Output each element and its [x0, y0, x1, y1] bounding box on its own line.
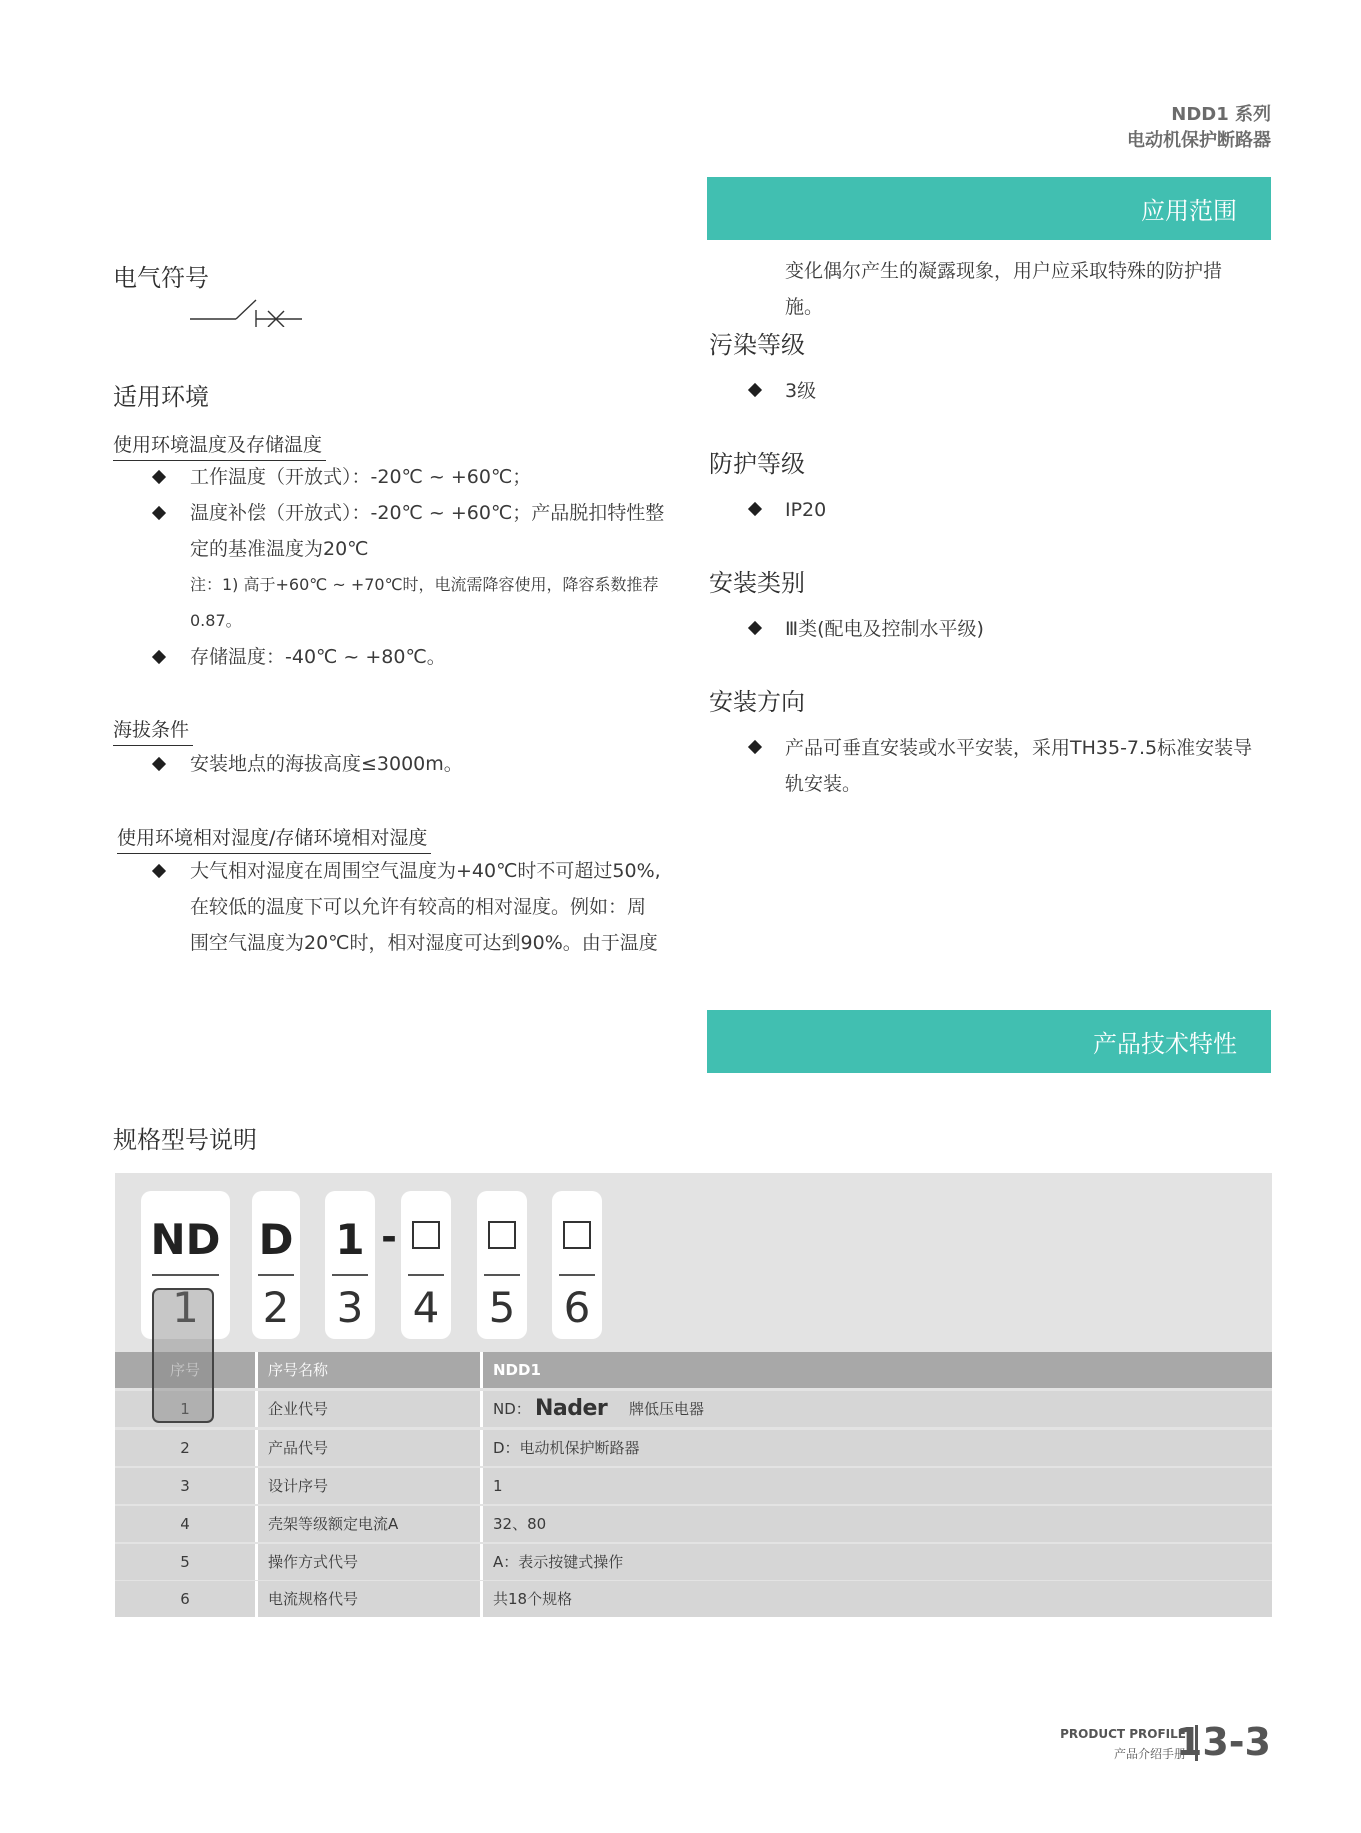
- temp-note-line-1: 注：1) 高于+60℃ ~ +70℃时，电流需降容使用，降容系数推荐: [190, 575, 659, 594]
- bullet-diamond-icon: [748, 502, 762, 516]
- pollution-title: 污染等级: [709, 331, 805, 359]
- column-separator: [255, 1506, 258, 1542]
- column-separator: [255, 1544, 258, 1580]
- header-product-name: 电动机保护断路器: [1127, 130, 1271, 151]
- column-separator: [255, 1581, 258, 1617]
- spec-divider: [408, 1274, 444, 1276]
- spec-num-4: 4: [412, 1283, 440, 1332]
- protection-bullet: IP20: [785, 499, 827, 521]
- table-row: [115, 1430, 1272, 1466]
- humidity-subtitle: 使用环境相对湿度/存储环境相对湿度: [117, 823, 431, 854]
- spec-divider: [152, 1274, 219, 1276]
- table-row: [115, 1544, 1272, 1580]
- row-no: 4: [180, 1515, 190, 1533]
- spec-num-1: 1: [172, 1283, 199, 1332]
- install-direction-line-2: 轨安装。: [785, 773, 862, 795]
- table-row: [115, 1506, 1272, 1542]
- column-separator: [480, 1430, 483, 1466]
- spec-num-3: 3: [336, 1283, 364, 1332]
- temp-bullet-2-line-2: 定的基准温度为20℃: [190, 538, 369, 560]
- row-value: A：表示按键式操作: [493, 1553, 624, 1571]
- pollution-bullet: 3级: [785, 380, 817, 402]
- environment-title: 适用环境: [113, 383, 209, 411]
- electric-symbol-icon: [190, 297, 305, 327]
- temp-note-line-2: 0.87。: [190, 611, 242, 630]
- bullet-diamond-icon: [748, 740, 762, 754]
- application-banner-label: 应用范围: [1141, 197, 1237, 225]
- header-ndd1: NDD1: [493, 1361, 541, 1379]
- install-category-bullet: Ⅲ类(配电及控制水平级): [785, 618, 984, 640]
- temp-bullet-1: 工作温度（开放式）：-20℃ ~ +60℃；: [190, 466, 532, 488]
- row-name: 电流规格代号: [268, 1590, 359, 1608]
- bullet-diamond-icon: [152, 864, 166, 878]
- humidity-line-2: 在较低的温度下可以允许有较高的相对湿度。例如：周: [190, 896, 647, 918]
- install-direction-title: 安装方向: [709, 688, 805, 716]
- column-separator: [480, 1352, 483, 1388]
- row-value: 1: [493, 1477, 503, 1495]
- spec-divider: [484, 1274, 520, 1276]
- row-name: 操作方式代号: [268, 1553, 359, 1571]
- spec-char-nd: ND: [150, 1215, 221, 1264]
- header-name: 序号名称: [268, 1361, 329, 1379]
- footer-product-manual: 产品介绍手册: [1113, 1747, 1186, 1761]
- column-separator: [480, 1506, 483, 1542]
- bullet-diamond-icon: [152, 506, 166, 520]
- row-value: 32、80: [493, 1515, 547, 1533]
- column-separator: [255, 1352, 258, 1388]
- header-series: NDD1 系列: [1171, 104, 1271, 125]
- tech-banner-label: 产品技术特性: [1093, 1030, 1237, 1058]
- column-separator: [255, 1430, 258, 1466]
- bullet-diamond-icon: [152, 470, 166, 484]
- row-value-suffix: 牌低压电器: [629, 1400, 705, 1418]
- row-value-prefix: ND：: [493, 1400, 531, 1418]
- row-name: 企业代号: [268, 1400, 329, 1418]
- row-name: 设计序号: [268, 1477, 329, 1495]
- row-no: 2: [180, 1439, 190, 1457]
- spec-char-d: D: [258, 1215, 294, 1264]
- nader-brand-logo: Nader: [535, 1396, 608, 1421]
- spec-divider: [332, 1274, 368, 1276]
- row-name: 壳架等级额定电流A: [268, 1515, 399, 1533]
- bullet-diamond-icon: [748, 383, 762, 397]
- humidity-line-1: 大气相对湿度在周围空气温度为+40℃时不可超过50%,: [190, 860, 661, 882]
- spec-dash: -: [381, 1215, 397, 1259]
- table-row: [115, 1468, 1272, 1504]
- temp-bullet-2-line-1: 温度补偿（开放式）：-20℃ ~ +60℃；产品脱扣特性整: [190, 502, 665, 524]
- row-no: 6: [180, 1590, 190, 1608]
- install-direction-line-1: 产品可垂直安装或水平安装，采用TH35-7.5标准安装导: [785, 737, 1253, 759]
- column-separator: [480, 1581, 483, 1617]
- highlight-overlay-box: [152, 1288, 214, 1423]
- bullet-diamond-icon: [152, 757, 166, 771]
- spec-title: 规格型号说明: [113, 1126, 257, 1154]
- spec-char-1: 1: [335, 1215, 365, 1264]
- row-no: 3: [180, 1477, 190, 1495]
- row-name: 产品代号: [268, 1439, 329, 1457]
- electric-symbol-title: 电气符号: [113, 264, 209, 292]
- humidity-continued-line-2: 施。: [785, 296, 824, 318]
- tech-banner: [707, 1010, 1271, 1073]
- temp-bullet-3: 存储温度：-40℃ ~ +80℃。: [190, 646, 446, 668]
- column-separator: [480, 1544, 483, 1580]
- bullet-diamond-icon: [152, 650, 166, 664]
- column-separator: [480, 1391, 483, 1427]
- protection-title: 防护等级: [709, 450, 805, 478]
- bullet-diamond-icon: [748, 621, 762, 635]
- spec-placeholder-square-6: [563, 1221, 591, 1249]
- row-value: 共18个规格: [493, 1590, 573, 1608]
- spec-placeholder-square-4: [412, 1221, 440, 1249]
- install-category-title: 安装类别: [709, 569, 805, 597]
- humidity-line-3: 围空气温度为20℃时，相对湿度可达到90%。由于温度: [190, 932, 658, 954]
- table-header: [115, 1352, 1272, 1388]
- altitude-subtitle: 海拔条件: [113, 715, 193, 746]
- spec-num-6: 6: [563, 1283, 591, 1332]
- table-row: [115, 1581, 1272, 1617]
- application-banner: [707, 177, 1271, 240]
- spec-num-5: 5: [488, 1283, 516, 1332]
- altitude-bullet-1: 安装地点的海拔高度≤3000m。: [190, 753, 463, 775]
- column-separator: [255, 1468, 258, 1504]
- column-separator: [480, 1468, 483, 1504]
- spec-num-2: 2: [262, 1283, 290, 1332]
- temperature-subtitle: 使用环境温度及存储温度: [113, 430, 326, 461]
- spec-divider: [258, 1274, 294, 1276]
- row-no: 1: [180, 1400, 190, 1418]
- row-value: D：电动机保护断路器: [493, 1439, 640, 1457]
- page-number: 13-3: [1175, 1720, 1271, 1764]
- row-no: 5: [180, 1553, 190, 1571]
- humidity-continued-line-1: 变化偶尔产生的凝露现象，用户应采取特殊的防护措: [785, 260, 1223, 282]
- column-separator: [255, 1391, 258, 1427]
- header-no: 序号: [169, 1361, 200, 1379]
- footer-product-profile: PRODUCT PROFILE: [1060, 1727, 1186, 1741]
- spec-divider: [559, 1274, 595, 1276]
- spec-placeholder-square-5: [488, 1221, 516, 1249]
- table-row: [115, 1391, 1272, 1427]
